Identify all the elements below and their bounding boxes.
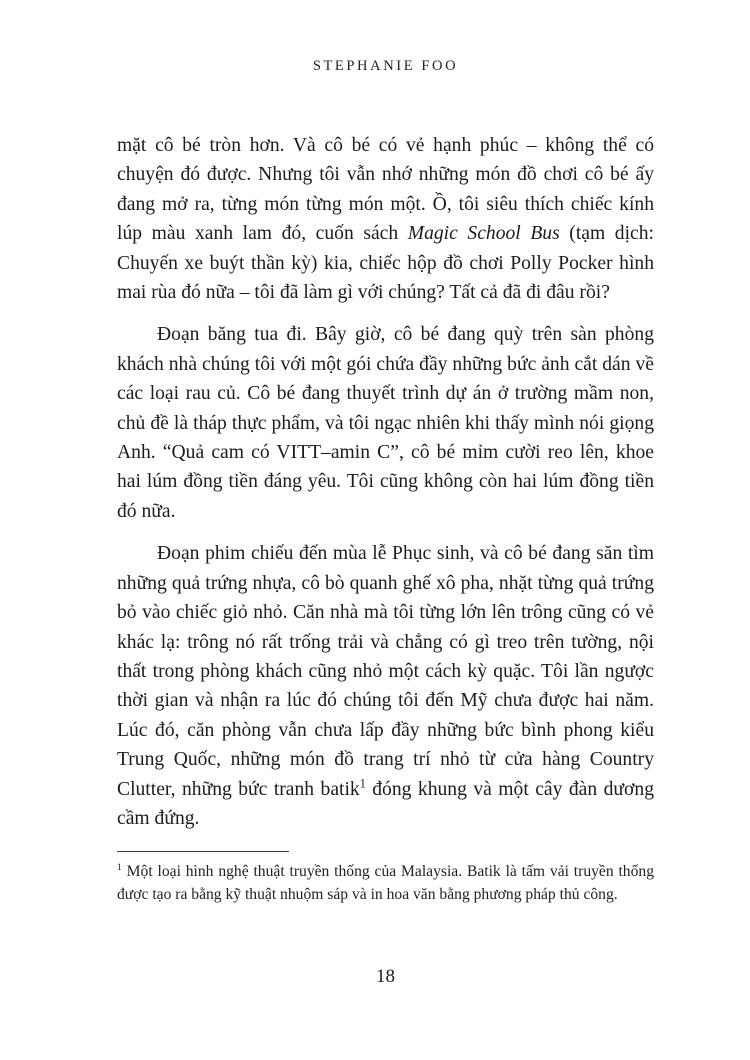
page-number: 18 bbox=[376, 966, 395, 987]
text-segment: đóng khung và một cây đàn dương cầm đứng. bbox=[117, 778, 654, 829]
running-header: STEPHANIE FOO bbox=[312, 58, 459, 74]
footnote-divider bbox=[117, 851, 289, 852]
paragraph bbox=[117, 539, 654, 833]
text-segment: Một loại hình nghệ thuật truyền thống của Malaysia. Batik là tấm vải truyền thống được tạo ra bằng kỹ thuật nhuộm sáp và in hoa văn bằng phương pháp thủ công. bbox=[117, 863, 654, 903]
italic-text: Magic School Bus bbox=[407, 223, 560, 245]
paragraph bbox=[117, 131, 654, 307]
footnote-text bbox=[117, 861, 654, 906]
text-column bbox=[117, 0, 654, 907]
text-segment: (tạm dịch: Chuyến xe buýt thần kỳ) kia, chiếc hộp đồ chơi Polly Pocker hình mai rùa đó nữa – tôi đã làm gì với chúng? Tất cả đã đi đâu rồi? bbox=[117, 223, 654, 304]
text-segment: Đoạn băng tua đi. Bây giờ, cô bé đang quỳ trên sàn phòng khách nhà chúng tôi với một gói chứa đầy những bức ảnh cắt dán về các loại rau củ. Cô bé đang thuyết trình dự án ở trường mầm non, chủ đề là tháp thực phẩm, và tôi ngạc nhiên khi thấy mình nói giọng Anh. “Quả cam có VITT–amin C”, cô bé mỉm cười reo lên, khoe hai lúm đồng tiền đáng yêu. Tôi cũng không còn hai lúm đồng tiền đó nữa. bbox=[117, 324, 654, 522]
footnote-block bbox=[117, 851, 654, 906]
footnote-marker: 1 bbox=[359, 776, 366, 790]
body-paragraphs bbox=[117, 131, 654, 833]
text-segment: mặt cô bé tròn hơn. Và cô bé có vẻ hạnh phúc – không thể có chuyện đó được. Nhưng tôi vẫn nhớ những món đồ chơi cô bé ấy đang mở ra, từng món từng món một. Ồ, tôi siêu thích chiếc kính lúp màu xanh lam đó, cuốn sách bbox=[117, 135, 654, 245]
footnote-marker: 1 bbox=[117, 862, 122, 874]
paragraph bbox=[117, 320, 654, 526]
text-segment: Đoạn phim chiếu đến mùa lễ Phục sinh, và cô bé đang săn tìm những quả trứng nhựa, cô bò quanh ghế xô pha, nhặt từng quả trứng bỏ vào chiếc giỏ nhỏ. Căn nhà mà tôi từng lớn lên trông cũng có vẻ khác lạ: trông nó rất trống trải và chẳng có gì treo trên tường, nội thất trong phòng khách cũng nhỏ một cách kỳ quặc. Tôi lần ngược thời gian và nhận ra lúc đó chúng tôi đến Mỹ chưa được hai năm. Lúc đó, căn phòng vẫn chưa lấp đầy những bức bình phong kiểu Trung Quốc, những món đồ trang trí nhỏ từ cửa hàng Country Clutter, những bức tranh batik bbox=[117, 543, 654, 800]
